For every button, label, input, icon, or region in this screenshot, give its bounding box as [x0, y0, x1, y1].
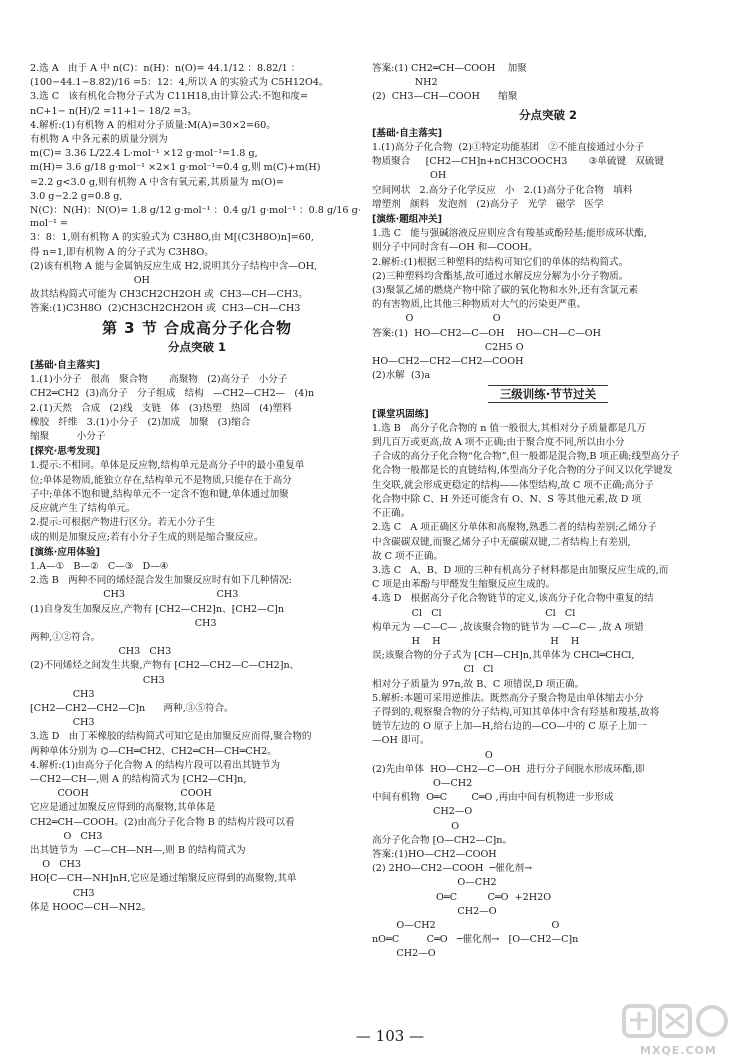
text-line: (3)聚氯乙烯的燃烧产物中除了碳的氧化物和水外,还有含氯元素 [372, 285, 639, 297]
text-line: 1.(1)小分子 很高 聚合物 高聚物 (2)高分子 小分子 [30, 374, 288, 386]
text-line: (1)自身发生加聚反应,产物有 ⁅CH2—CH2⁆n、⁅CH2—C⁆n [30, 603, 285, 615]
text-line: 4.解析:(1)有机物 A 的相对分子质量:M(A)=30×2=60。 [30, 119, 276, 131]
text-line: 构单元为 —C—C— ,故该聚合物的链节为 —C—C— ,故 A 项错 [372, 621, 644, 633]
subsection-title: 分点突破 2 [518, 107, 577, 122]
bracket-heading: [课堂巩固练] [372, 408, 429, 420]
text-line: 答案:(1)HO—CH2—COOH [372, 848, 497, 860]
text-line: 它应是通过加聚反应得到的高聚物,其单体是 [30, 802, 216, 814]
text-line: (2) 2HO—CH2—COOH ─催化剂→ [372, 863, 533, 875]
text-line: ⁅CH2—CH2—CH2—C⁆n 两种,③⑤符合。 [30, 702, 234, 714]
text-line: 反应就产生了结构单元。 [30, 503, 136, 515]
text-line: CH3 CH3 [30, 646, 172, 658]
text-line: CH3 [30, 717, 95, 729]
text-line: HO⁅C—CH—NH⁆nH,它应是通过缩聚反应得到的高聚物,其单 [30, 873, 297, 885]
text-line: O—CH2 [372, 877, 497, 889]
text-line: CH2—O [372, 806, 473, 818]
text-line: nC+1− n(H)/2 =11+1− 18/2 =3。 [30, 105, 197, 117]
text-line: 中间有机物 O═C C═O ,再由中间有机物进一步形成 [372, 792, 614, 804]
text-line: 2.提示:可根据产物进行区分。若无小分子生 [30, 517, 216, 529]
bracket-heading: [演练·题组冲关] [372, 214, 442, 226]
text-line: C2H5 O [372, 341, 524, 353]
text-line: 1.提示:不相同。单体是反应物,结构单元是高分子中的最小重复单 [30, 460, 305, 472]
watermark-url: MXQE.COM [640, 1044, 717, 1057]
text-line: 误;该聚合物的分子式为 ⁅CH—CH⁆n,其单体为 CHCl═CHCl, [372, 650, 635, 662]
text-line: 2.选 C A 项正确区分单体和高聚物,熟悉二者的结构差别;乙烯分子 [372, 522, 657, 534]
text-line: 缩聚 小分子 [30, 431, 106, 443]
text-line: 2.(1)天然 合成 (2)线 支链 体 (3)热塑 热固 (4)塑料 [30, 402, 292, 414]
text-line: 3.选 D 由丁苯橡胶的结构简式可知它是由加聚反应而得,聚合物的 [30, 731, 312, 743]
text-line: 空间网状 2.高分子化学反应 小 2.(1)高分子化合物 填料 [372, 184, 633, 196]
section-title: 第 3 节 合成高分子化合物 [101, 318, 293, 337]
text-line: 生交联,就会形成更稳定的结构——体型结构,故 C 项不正确;高分子 [372, 479, 654, 491]
text-line: 答案:(1) HO—CH2—C—OH HO—CH—C—OH [372, 327, 601, 339]
text-line: CH2═CH2 (3)高分子 分子组成 结构 —CH2—CH2— (4)n [30, 388, 315, 400]
text-line: 子得到的,观察聚合物的分子结构,可知其单体中含有羟基和羧基,故将 [372, 706, 660, 718]
text-line: 则分子中同时含有—OH 和—COOH。 [372, 242, 538, 254]
text-line: 增塑剂 颜料 发泡剂 (2)高分子 光学 磁学 医学 [372, 198, 604, 210]
text-line: O [372, 749, 493, 761]
text-line: O—CH2 O [372, 919, 560, 931]
bracket-heading: [基础·自主落实] [30, 360, 100, 372]
text-line: 得 n=1,即有机物 A 的分子式为 C3H8O。 [30, 246, 214, 258]
text-line: O—CH2 [372, 777, 473, 789]
text-line: 体是 HOOC—CH—NH2。 [30, 901, 152, 913]
text-line: 出其链节为 —C—CH—NH—,则 B 的结构简式为 [30, 844, 246, 856]
bracket-heading: [探究·思考发现] [30, 446, 100, 458]
text-line: O═C C═O +2H2O [372, 891, 552, 903]
page-number: — 103 — [355, 1027, 425, 1045]
text-line: 2.解析:(1)根据三种塑料的结构可知它们的单体的结构简式。 [372, 256, 629, 268]
text-line: =2.2 g<3.0 g,则有机物 A 中含有氧元素,其质量为 m(O)= [30, 176, 284, 188]
text-line: (2) CH3—CH—COOH 缩聚 [372, 91, 518, 103]
text-line: m(H)= 3.6 g/18 g·mol⁻¹ ×2×1 g·mol⁻¹=0.4 g,则 m(C)+m(H) [30, 162, 321, 174]
text-line: 答案:(1) CH2═CH—COOH 加聚 [372, 63, 527, 74]
text-line: 4.解析:(1)由高分子化合物 A 的结构片段可以看出其链节为 [30, 759, 281, 771]
text-line: 子合成的高分子化合物“化合物”,但一般都是混合物,B 项正确;线型高分子 [372, 451, 680, 463]
text-line: 物质聚合 ⁅CH2—CH⁆n+nCH3COOCH3 ③单硫键 双硫键 [372, 156, 664, 168]
text-line: 故 C 项不正确。 [372, 550, 444, 562]
text-line: 相对分子质量为 97n,故 B、C 项错误,D 项正确。 [372, 678, 585, 690]
text-line: 中含碳碳双键,而聚乙烯分子中无碳碳双键,二者结构上有差别, [372, 536, 631, 548]
text-line: 化合物中除 C、H 外还可能含有 O、N、S 等其他元素,故 D 项 [372, 493, 642, 505]
text-line: 化合物一般都是长的直链结构,体型高分子化合物的分子间又以化学键发 [372, 465, 673, 477]
text-line: (2)水解 (3)a [372, 370, 431, 382]
text-line: Cl Cl [372, 664, 494, 676]
boxed-section-title [372, 388, 724, 401]
text-line: 的有害物质,比其他三种物质对大气的污染更严重。 [372, 299, 587, 311]
text-line: CH2—O [372, 905, 497, 917]
text-line: 两种,①②符合。 [30, 631, 101, 643]
text-line: 3.选 C 该有机化合物分子式为 C11H18,由计算公式:不饱和度= [30, 91, 309, 103]
text-line: m(C)= 3.36 L/22.4 L·mol⁻¹ ×12 g·mol⁻¹=1.8 g, [30, 148, 258, 160]
text-line: CH3 [30, 674, 165, 686]
text-line: 2.选 A 由于 A 中 n(C)：n(H)：n(O)= 44.1/12 ：8.82/1 ： [30, 63, 301, 74]
text-line: Cl Cl Cl Cl [372, 607, 576, 619]
text-line: (2)先由单体 HO—CH2—C—OH 进行分子间脱水形成环酯,即 [372, 763, 645, 775]
text-line: 1.选 C 能与强碱溶液反应则应含有羧基或酚羟基;能形成环状酯, [372, 228, 647, 240]
text-line: C 项是由苯酚与甲醛发生缩聚反应生成的。 [372, 579, 556, 591]
text-line: NH2 [372, 77, 438, 89]
text-line: —OH 即可。 [372, 735, 430, 747]
text-line: 3：8：1,则有机物 A 的实验式为 C3H8O,由 M[(C3H8O)n]=60, [30, 232, 314, 244]
text-line: O O [372, 313, 501, 325]
boxed-section-title-text: 三级训练·节节过关 [488, 385, 608, 403]
bracket-heading: [基础·自主落实] [372, 127, 442, 139]
text-line: 到几百万或更高,故 A 项不正确;由于聚合度不同,所以由小分 [372, 437, 625, 449]
text-line: CH2═CH—COOH。(2)由高分子化合物 B 的结构片段可以看 [30, 816, 295, 828]
text-line: OH [372, 170, 447, 182]
text-line: 3.选 C A、B、D 项的三种有机高分子材料都是由加聚反应生成的,而 [372, 564, 669, 576]
text-line: 链节左边的 O 原子上加—H,给右边的—CO—中的 C 原子上加一 [372, 721, 647, 733]
text-line: 5.解析:本题可采用逆推法。既然高分子聚合物是由单体缩去小分 [372, 692, 644, 704]
text-line: COOH COOH [30, 788, 212, 800]
text-line: 答案:(1)C3H8O (2)CH3CH2CH2OH 或 CH3—CH—CH3 [30, 303, 301, 315]
text-line: 两种单体分别为 ⌬—CH═CH2、CH2═CH—CH═CH2。 [30, 745, 277, 757]
subsection-title: 分点突破 1 [167, 339, 226, 354]
text-line: (2)三种塑料均含酯基,故可通过水解反应分解为小分子物质。 [372, 270, 629, 282]
text-line: CH3 [30, 617, 217, 629]
text-line: 故其结构简式可能为 CH3CH2CH2OH 或 CH3—CH—CH3。 [30, 289, 308, 301]
text-line: 2.选 B 两种不同的烯烃混合发生加聚反应时有如下几种情况: [30, 575, 292, 587]
text-line: O CH3 [30, 859, 82, 871]
text-line: (2)不同烯烃之间发生共聚,产物有 ⁅CH2—CH2—C—CH2⁆n、 [30, 660, 300, 672]
text-line: 3.0 g−2.2 g=0.8 g, [30, 190, 123, 202]
text-line: 不正确。 [372, 508, 411, 520]
text-line: CH3 [30, 688, 95, 700]
text-line: (100−44.1−8.82)/16 =5：12：4,所以 A 的实验式为 C5H12O4。 [30, 77, 329, 89]
text-line: H H H H [372, 635, 580, 647]
text-line: O CH3 [30, 830, 103, 842]
left-column [30, 62, 364, 915]
bracket-heading: [演练·应用体验] [30, 546, 100, 558]
text-line: 有机物 A 中各元素的质量分别为 [30, 134, 168, 146]
text-line: 位;单体是物质,能独立存在,结构单元不是物质,只能存在于高分 [30, 474, 292, 486]
text-line: O [372, 820, 460, 832]
text-line: 成的则是加聚反应;若有小分子生成的则是缩合聚反应。 [30, 531, 264, 543]
text-line: nO═C C═O ─催化剂→ ⁅O—CH2—C⁆n [372, 934, 579, 946]
text-line: OH [30, 275, 150, 287]
text-line: CH3 [30, 887, 95, 899]
text-line: 1.选 B 高分子化合物的 n 值一般很大,其相对分子质量都是几万 [372, 422, 646, 434]
text-line: 子中;单体不饱和键,结构单元不一定含不饱和键,单体通过加聚 [30, 488, 289, 500]
text-line: 橡胶 纤维 3.(1)小分子 (2)加成 加聚 (3)缩合 [30, 416, 251, 428]
text-line: CH3 CH3 [30, 589, 239, 601]
right-column [372, 62, 724, 962]
text-line: 4.选 D 根据高分子化合物链节的定义,该高分子化合物中重复的结 [372, 593, 654, 605]
text-line: CH2—O [372, 948, 436, 960]
text-line: N(C)：N(H)：N(O)= 1.8 g/12 g·mol⁻¹ ：0.4 g/1 g·mol⁻¹ ：0.8 g/16 g·mol⁻¹ = [30, 205, 361, 230]
text-line: 1.(1)高分子化合物 (2)①特定功能基团 ②不能直接通过小分子 [372, 142, 645, 154]
text-line: 1.A—① B—② C—③ D—④ [30, 560, 169, 572]
text-line: —CH2—CH—,则 A 的结构简式为 ⁅CH2—CH⁆n, [30, 773, 247, 785]
text-line: (2)该有机物 A 能与金属钠反应生成 H2,说明其分子结构中含—OH, [30, 260, 318, 272]
text-line: 高分子化合物 ⁅O—CH2—C⁆n。 [372, 834, 513, 846]
text-line: HO—CH2—CH2—CH2—COOH [372, 356, 524, 368]
